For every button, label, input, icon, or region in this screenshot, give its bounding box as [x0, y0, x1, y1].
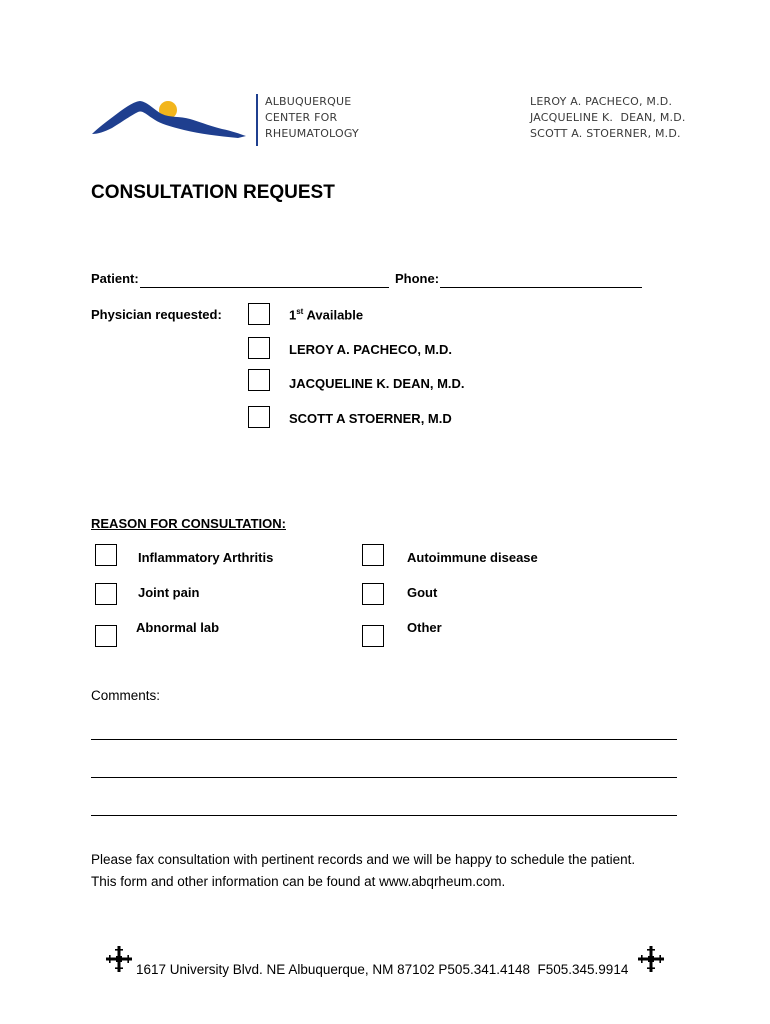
joint-pain-label: Joint pain	[138, 585, 200, 600]
mountain-sun-logo-icon	[88, 92, 248, 142]
zia-cross-icon	[638, 946, 664, 972]
instructions-line: This form and other information can be found at www.abqrheum.com.	[91, 874, 506, 889]
patient-label: Patient:	[91, 271, 139, 286]
comment-line[interactable]	[91, 815, 677, 816]
autoimmune-disease-label: Autoimmune disease	[407, 550, 538, 565]
physician-name: JACQUELINE K. DEAN, M.D.	[530, 111, 686, 124]
instructions-line: Please fax consultation with pertinent records and we will be happy to schedule the patient.	[91, 852, 636, 867]
inflammatory-arthritis-checkbox[interactable]	[95, 544, 117, 566]
org-line: RHEUMATOLOGY	[265, 127, 359, 140]
org-line: CENTER FOR	[265, 111, 338, 124]
org-line: ALBUQUERQUE	[265, 95, 352, 108]
physician-name: LEROY A. PACHECO, M.D.	[530, 95, 673, 108]
comments-label: Comments:	[91, 688, 161, 703]
zia-cross-icon	[106, 946, 132, 972]
first-available-text: Available	[303, 307, 364, 323]
gout-label: Gout	[407, 585, 438, 600]
footer-address: 1617 University Blvd. NE Albuquerque, NM 87102 P505.341.4148 F505.345.9914	[136, 962, 629, 977]
physician-name: SCOTT A. STOERNER, M.D.	[530, 127, 681, 140]
stoerner-label: SCOTT A STOERNER, M.D	[289, 411, 452, 426]
patient-field[interactable]	[140, 272, 389, 288]
autoimmune-disease-checkbox[interactable]	[362, 544, 384, 566]
page-title: CONSULTATION REQUEST	[91, 182, 335, 203]
abnormal-lab-checkbox[interactable]	[95, 625, 117, 647]
stoerner-checkbox[interactable]	[248, 406, 270, 428]
inflammatory-arthritis-label: Inflammatory Arthritis	[138, 550, 274, 565]
phone-label: Phone:	[395, 271, 440, 286]
pacheco-checkbox[interactable]	[248, 337, 270, 359]
reason-heading: REASON FOR CONSULTATION:	[91, 516, 286, 531]
joint-pain-checkbox[interactable]	[95, 583, 117, 605]
abnormal-lab-label: Abnormal lab	[136, 620, 220, 635]
pacheco-label: LEROY A. PACHECO, M.D.	[289, 342, 452, 357]
other-label: Other	[407, 620, 442, 635]
other-checkbox[interactable]	[362, 625, 384, 647]
physician-requested-label: Physician requested:	[91, 307, 222, 322]
first-available-label	[289, 307, 363, 322]
logo	[88, 92, 248, 142]
gout-checkbox[interactable]	[362, 583, 384, 605]
first-available-checkbox[interactable]	[248, 303, 270, 325]
logo-divider	[256, 94, 258, 146]
dean-label: JACQUELINE K. DEAN, M.D.	[289, 376, 465, 391]
dean-checkbox[interactable]	[248, 369, 270, 391]
comment-line[interactable]	[91, 777, 677, 778]
comment-line[interactable]	[91, 739, 677, 740]
physician-list	[530, 94, 686, 142]
phone-field[interactable]	[440, 272, 642, 288]
org-name	[265, 94, 359, 142]
first-available-number: 1	[289, 307, 297, 323]
first-available-suffix: st	[296, 307, 304, 316]
